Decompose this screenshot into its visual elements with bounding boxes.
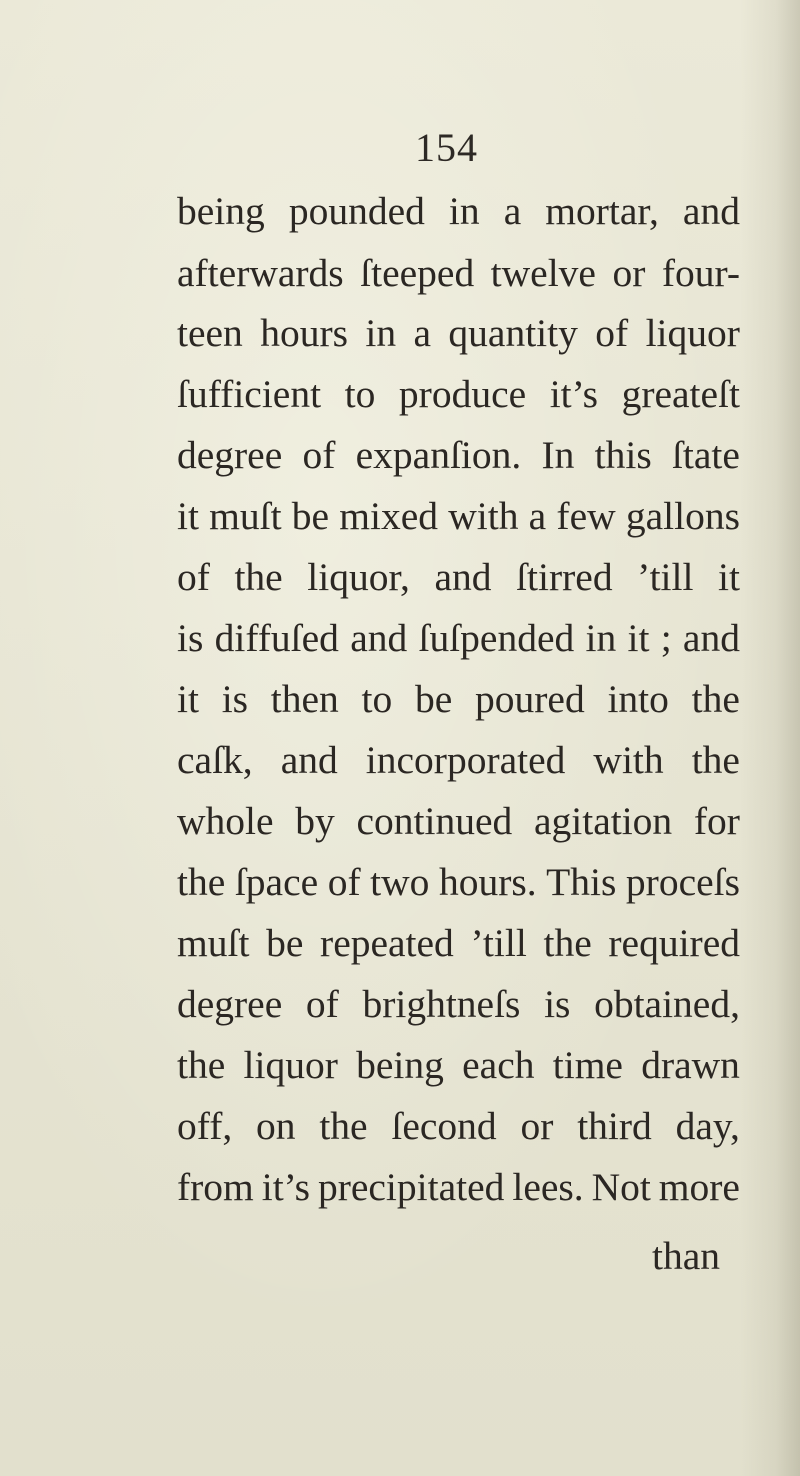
word: liquor <box>645 311 740 355</box>
word: diffuſed <box>214 616 339 660</box>
word: to <box>344 372 376 416</box>
word: degree <box>177 433 283 477</box>
word: hours <box>260 311 348 355</box>
word: muſt <box>209 494 282 538</box>
word: from <box>177 1165 254 1209</box>
word: brightneſs <box>362 982 521 1026</box>
word: it <box>627 616 650 660</box>
word: the <box>691 677 740 721</box>
word: greateſt <box>621 372 740 416</box>
word: and <box>280 738 338 782</box>
word: it’s <box>261 1165 311 1209</box>
text-line <box>177 982 740 1026</box>
word: the <box>177 1043 226 1087</box>
word: Not <box>591 1165 651 1209</box>
text-line <box>177 738 740 782</box>
word: drawn <box>641 1043 740 1087</box>
word: of <box>305 982 339 1026</box>
word: in <box>365 311 397 355</box>
word: two <box>370 860 430 904</box>
word: muſt <box>177 921 250 965</box>
word: of <box>327 860 361 904</box>
word: the <box>177 860 226 904</box>
word: degree <box>177 982 283 1026</box>
text-line <box>177 860 740 904</box>
word: precipitated <box>317 1165 505 1209</box>
word: each <box>462 1043 535 1087</box>
word: a <box>503 189 522 233</box>
word: In <box>541 433 575 477</box>
word: quantity <box>448 311 578 355</box>
word: teen <box>177 311 243 355</box>
word: being <box>177 189 265 233</box>
word: ſecond <box>391 1104 497 1148</box>
word: in <box>585 616 617 660</box>
word: ſtirred <box>516 555 613 599</box>
word: the <box>234 555 283 599</box>
word: four- <box>661 251 740 295</box>
word: This <box>546 860 617 904</box>
word: a <box>528 494 547 538</box>
word: into <box>607 677 669 721</box>
word: with <box>593 738 664 782</box>
text-line <box>177 677 740 721</box>
word: repeated <box>320 921 454 965</box>
word: is <box>544 982 571 1026</box>
text-line <box>177 616 740 660</box>
text-line <box>177 799 740 843</box>
word: hours. <box>438 860 537 904</box>
word: of <box>595 311 629 355</box>
word: ſpace <box>234 860 319 904</box>
word: this <box>594 433 652 477</box>
word: ſufficient <box>177 372 322 416</box>
text-line <box>177 251 740 295</box>
word: on <box>256 1104 296 1148</box>
word: liquor <box>243 1043 338 1087</box>
word: of <box>302 433 336 477</box>
word: mixed <box>339 494 439 538</box>
word: third <box>577 1104 652 1148</box>
word: obtained, <box>594 982 740 1026</box>
word: ſtate <box>671 433 740 477</box>
word: be <box>291 494 330 538</box>
word: off, <box>177 1104 233 1148</box>
word: it’s <box>549 372 598 416</box>
text-line <box>177 1104 740 1148</box>
word: is <box>221 677 249 721</box>
word: or <box>520 1104 554 1148</box>
word: with <box>448 494 519 538</box>
word: ; <box>660 616 672 660</box>
text-line <box>177 372 740 416</box>
word: continued <box>356 799 513 843</box>
word: in <box>448 189 480 233</box>
word: it <box>177 677 199 721</box>
word: the <box>319 1104 368 1148</box>
word: gallons <box>625 494 740 538</box>
word: whole <box>177 799 274 843</box>
word: ſuſpended <box>418 616 575 660</box>
text-line <box>177 1165 740 1209</box>
word: then <box>270 677 339 721</box>
word: ſteeped <box>360 251 475 295</box>
word: to <box>361 677 393 721</box>
word: afterwards <box>177 251 344 295</box>
word: it <box>177 494 199 538</box>
text-line <box>177 494 740 538</box>
word: ’till <box>637 555 694 599</box>
word: twelve <box>490 251 596 295</box>
word: being <box>356 1043 444 1087</box>
word: by <box>295 799 335 843</box>
word: be <box>415 677 453 721</box>
word: incorporated <box>365 738 566 782</box>
word: it <box>718 555 740 599</box>
word: ’till <box>470 921 527 965</box>
text-line <box>177 433 740 477</box>
word: be <box>266 921 304 965</box>
word: poured <box>475 677 585 721</box>
word: day, <box>675 1104 740 1148</box>
text-line <box>177 1043 740 1087</box>
word: and <box>682 189 740 233</box>
word: and <box>350 616 408 660</box>
word: expanſion. <box>355 433 522 477</box>
word: liquor, <box>307 555 410 599</box>
word: few <box>556 494 616 538</box>
word: a <box>413 311 432 355</box>
text-line <box>177 555 740 599</box>
text-line <box>177 311 740 355</box>
page-number: 154 <box>415 125 478 170</box>
word: or <box>612 251 646 295</box>
word: agitation <box>533 799 673 843</box>
word: the <box>543 921 592 965</box>
word: time <box>552 1043 623 1087</box>
text-line <box>177 189 740 233</box>
word: and <box>682 616 740 660</box>
word: of <box>177 555 210 599</box>
word: lees. <box>512 1165 584 1209</box>
text-line <box>177 921 740 965</box>
word: and <box>434 555 492 599</box>
word: caſk, <box>177 738 253 782</box>
word: proceſs <box>625 860 740 904</box>
word: is <box>177 616 204 660</box>
catchword: than <box>652 1234 721 1278</box>
word: the <box>691 738 740 782</box>
word: produce <box>398 372 527 416</box>
word: required <box>608 921 740 965</box>
word: for <box>693 799 740 843</box>
word: mortar, <box>545 189 659 233</box>
page-edge-shadow <box>740 0 800 1476</box>
word: pounded <box>288 189 425 233</box>
word: more <box>658 1165 740 1209</box>
